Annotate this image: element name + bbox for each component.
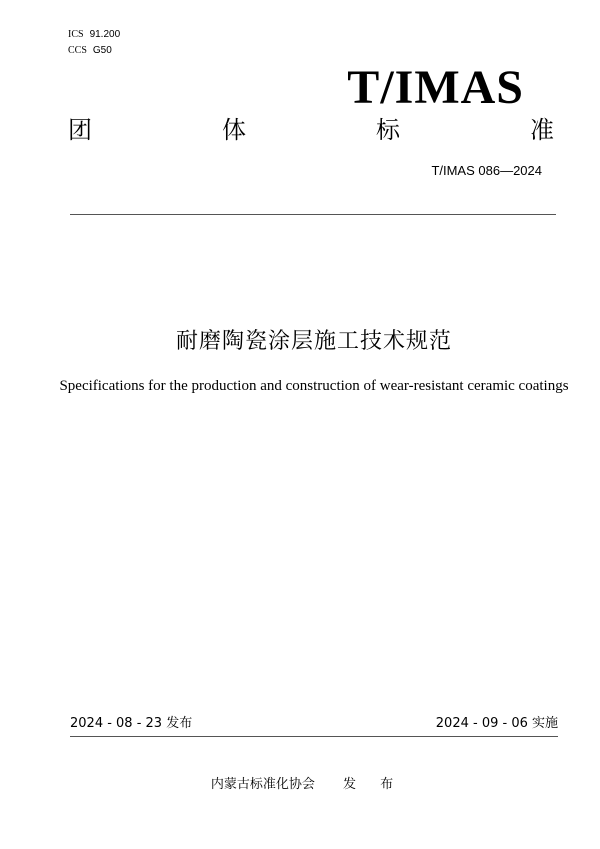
ics-label: ICS [68,29,84,40]
issue-date: 2024 - 08 - 23 发布 [70,716,193,731]
ccs-classification [68,45,112,57]
header-divider [70,214,556,215]
heading-char-2: 体 [222,116,246,144]
ccs-code: G50 [92,45,112,56]
ics-code: 91.200 [89,29,121,40]
implementation-date: 2024 - 09 - 06 实施 [435,716,558,731]
heading-char-1: 团 [68,116,92,144]
standard-logo: T/IMAS [347,61,524,114]
publish-action: 发 布 [342,777,404,792]
document-title-chinese: 耐磨陶瓷涂层施工技术规范 [175,329,452,354]
publisher-line [0,776,600,794]
document-title-english: Specifications for the production and construction of wear-resistant ceramic coatings [59,378,569,394]
ccs-label: CCS [68,45,87,56]
group-standard-heading [68,115,554,145]
ics-classification [68,29,120,41]
standard-number: T/IMAS 086—2024 [431,163,542,178]
publisher-name: 内蒙古标准化协会 [210,777,315,792]
heading-char-3: 标 [376,116,400,144]
footer-divider [70,736,558,737]
heading-char-4: 准 [530,116,554,144]
